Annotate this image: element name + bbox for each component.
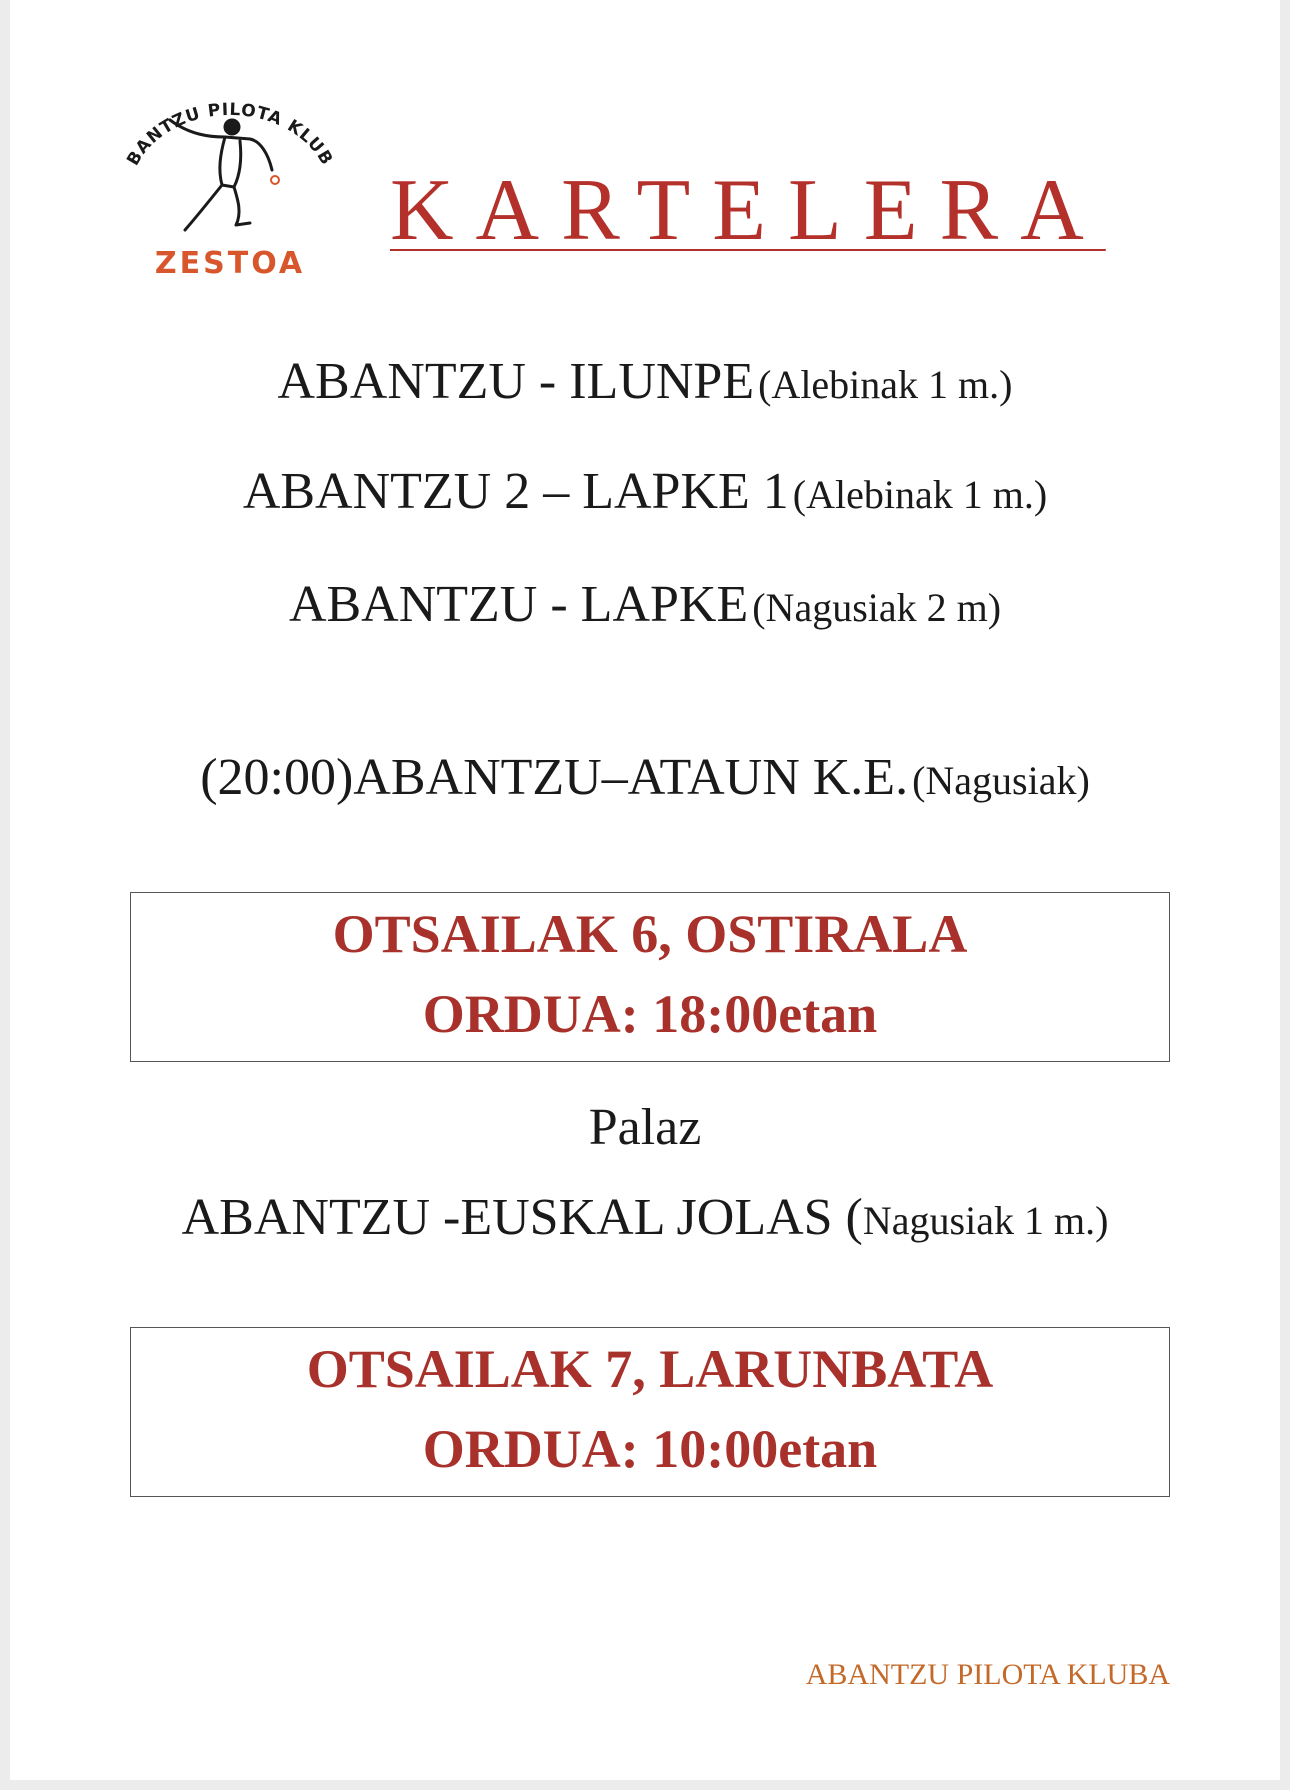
date-day: OTSAILAK 7, LARUNBATA [306, 1339, 994, 1399]
match-row-3 [10, 575, 1280, 634]
match-teams: ABANTZU - ILUNPE [277, 353, 755, 410]
svg-text:ABANTZU PILOTA KLUBA [110, 75, 337, 169]
match-row-5 [10, 1188, 1280, 1247]
date-time: ORDUA: 18:00etan [422, 984, 878, 1044]
pelota-player-icon [110, 75, 350, 285]
match-teams: (20:00)ABANTZU–ATAUN K.E. [200, 749, 909, 806]
section-heading: Palaz [588, 1099, 702, 1156]
date-day: OTSAILAK 6, OSTIRALA [332, 904, 968, 964]
match-teams: ABANTZU -EUSKAL JOLAS ( [181, 1189, 863, 1246]
logo-arc-text: BANTZU PILOTA KLUB [123, 99, 337, 170]
date-box-1 [130, 892, 1170, 1062]
date-time: ORDUA: 10:00etan [422, 1419, 878, 1479]
match-category: (Alebinak 1 m.) [792, 472, 1048, 517]
match-row-4 [10, 748, 1280, 807]
logo-town: ZESTOA [154, 246, 306, 281]
match-category: (Nagusiak 2 m) [752, 585, 1002, 630]
footer-club-name: ABANTZU PILOTA KLUBA [805, 1658, 1170, 1691]
poster-page [10, 0, 1280, 1780]
date-box-2 [130, 1327, 1170, 1497]
page-title: KARTELERA [390, 162, 1106, 259]
match-teams: ABANTZU 2 – LAPKE 1 [242, 463, 789, 520]
match-category: (Alebinak 1 m.) [758, 362, 1013, 407]
match-category: Nagusiak 1 m.) [862, 1198, 1109, 1243]
match-category: (Nagusiak) [912, 758, 1090, 803]
club-logo [110, 75, 350, 285]
match-row-2 [10, 462, 1280, 521]
match-teams: ABANTZU - LAPKE [288, 576, 749, 633]
match-row-1 [10, 352, 1280, 411]
